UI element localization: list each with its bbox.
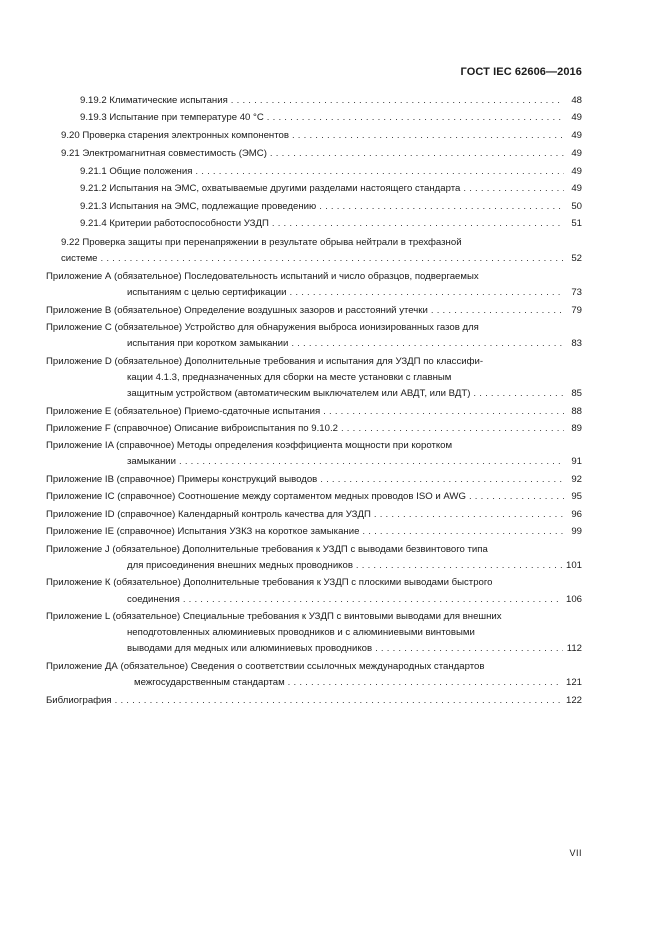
toc-entry-continuation[interactable] bbox=[127, 591, 582, 608]
toc-entry-first-line[interactable] bbox=[61, 234, 582, 251]
toc-entry-title: 9.21.1 Общие положения bbox=[80, 166, 193, 177]
toc-page-number: 101 bbox=[565, 560, 582, 571]
toc-entry-first-line[interactable] bbox=[46, 319, 582, 336]
page-number: VII bbox=[569, 848, 582, 858]
toc-page-number: 49 bbox=[571, 183, 582, 194]
toc-leader bbox=[341, 420, 564, 437]
toc-leader bbox=[374, 506, 564, 523]
toc-page-number: 122 bbox=[565, 695, 582, 706]
toc-entry-title: 9.19.3 Испытание при температуре 40 °С bbox=[80, 112, 264, 123]
toc-entry-title: Приложение ДА (обязательное) Сведения о соответствии ссылочных международных стандартов bbox=[46, 661, 485, 672]
toc-leader bbox=[362, 523, 564, 540]
toc-entry-continuation[interactable] bbox=[127, 335, 582, 352]
toc-entry[interactable] bbox=[80, 109, 582, 126]
toc-page-number: 96 bbox=[571, 509, 582, 520]
toc-leader bbox=[375, 640, 563, 657]
toc-entry-continuation[interactable] bbox=[127, 557, 582, 574]
toc-entry-title-continuation: испытания при коротком замыкании bbox=[127, 338, 289, 349]
toc-entry-continuation[interactable] bbox=[127, 369, 582, 386]
toc-entry-continuation[interactable] bbox=[127, 284, 582, 301]
toc-leader bbox=[323, 403, 564, 420]
toc-entry[interactable] bbox=[46, 692, 582, 709]
toc-entry-title: Приложение IC (справочное) Соотношение между сортаментом медных проводов ISO и AWG bbox=[46, 491, 466, 502]
toc-leader bbox=[291, 335, 564, 352]
toc-entry-title-continuation: для присоединения внешних медных проводников bbox=[127, 560, 353, 571]
toc-entry-title: 9.21 Электромагнитная совместимость (ЭМС) bbox=[61, 148, 267, 159]
toc-entry-title: Приложение В (обязательное) Определение воздушных зазоров и расстояний утечки bbox=[46, 305, 428, 316]
toc-entry-title: 9.20 Проверка старения электронных компонентов bbox=[61, 130, 289, 141]
toc-leader bbox=[290, 284, 564, 301]
toc-leader bbox=[195, 163, 564, 180]
toc-entry-first-line[interactable] bbox=[46, 353, 582, 370]
toc-leader bbox=[231, 92, 564, 109]
toc-entry-title: 9.22 Проверка защиты при перенапряжении в результате обрыва нейтрали в трехфазной bbox=[61, 237, 462, 248]
toc-leader bbox=[267, 109, 564, 126]
toc-page-number: 48 bbox=[571, 95, 582, 106]
toc-entry-title: Приложение С (обязательное) Устройство для обнаружения выброса ионизированных газов для bbox=[46, 322, 479, 333]
toc-entry[interactable] bbox=[46, 403, 582, 420]
toc-leader bbox=[288, 674, 562, 691]
toc-entry-title: 9.21.3 Испытания на ЭМС, подлежащие проведению bbox=[80, 201, 317, 212]
toc-entry[interactable] bbox=[61, 145, 582, 162]
toc-entry-title-continuation: замыкании bbox=[127, 456, 176, 467]
toc-entry[interactable] bbox=[80, 163, 582, 180]
toc-entry-title-continuation: кации 4.1.3, предназначенных для сборки на месте установки с главным bbox=[127, 372, 452, 383]
toc-entry-title-continuation: системе bbox=[61, 253, 98, 264]
toc-leader bbox=[431, 302, 564, 319]
toc-entry-title: Приложение D (обязательное) Дополнительные требования и испытания для УЗДП по классифи- bbox=[46, 356, 484, 367]
toc-page-number: 99 bbox=[571, 526, 582, 537]
toc-page-number: 106 bbox=[565, 594, 582, 605]
toc-leader bbox=[320, 471, 564, 488]
toc-page-number: 49 bbox=[571, 112, 582, 123]
toc-entry-title: 9.19.2 Климатические испытания bbox=[80, 95, 228, 106]
toc-leader bbox=[270, 145, 564, 162]
toc-entry[interactable] bbox=[46, 488, 582, 505]
toc-entry-continuation[interactable] bbox=[127, 385, 582, 402]
running-header: ГОСТ IEC 62606—2016 bbox=[460, 66, 582, 78]
toc-page-number: 121 bbox=[565, 677, 582, 688]
toc-leader bbox=[469, 488, 564, 505]
toc-entry[interactable] bbox=[80, 215, 582, 232]
toc-entry-first-line[interactable] bbox=[46, 268, 582, 285]
toc-leader bbox=[319, 198, 564, 215]
toc-entry[interactable] bbox=[46, 523, 582, 540]
toc-entry[interactable] bbox=[80, 92, 582, 109]
toc-leader bbox=[292, 127, 564, 144]
toc-entry-continuation[interactable] bbox=[127, 640, 582, 657]
toc-entry-continuation[interactable] bbox=[134, 674, 582, 691]
toc-entry-first-line[interactable] bbox=[46, 574, 582, 591]
toc-entry-title: Приложение IA (справочное) Методы определения коэффициента мощности при коротком bbox=[46, 440, 453, 451]
toc-entry-title-continuation: испытаниям с целью сертификации bbox=[127, 287, 287, 298]
toc-entry[interactable] bbox=[46, 506, 582, 523]
toc-entry[interactable] bbox=[46, 420, 582, 437]
toc-entry-title-continuation: защитным устройством (автоматическим выключателем или АВДТ, или ВДТ) bbox=[127, 388, 471, 399]
toc-page-number: 85 bbox=[571, 388, 582, 399]
toc-entry-first-line[interactable] bbox=[46, 658, 582, 675]
toc-page-number: 52 bbox=[571, 253, 582, 264]
toc-page-number: 92 bbox=[571, 474, 582, 485]
toc-leader bbox=[183, 591, 562, 608]
toc-entry-first-line[interactable] bbox=[46, 541, 582, 558]
toc-leader bbox=[101, 250, 564, 267]
toc-page-number: 51 bbox=[571, 218, 582, 229]
toc-page-number: 112 bbox=[566, 643, 582, 654]
toc-leader bbox=[356, 557, 562, 574]
toc-leader bbox=[179, 453, 564, 470]
toc-entry[interactable] bbox=[80, 198, 582, 215]
toc-page-number: 88 bbox=[571, 406, 582, 417]
toc-entry[interactable] bbox=[46, 471, 582, 488]
toc-entry-title-continuation: соединения bbox=[127, 594, 180, 605]
toc-entry-continuation[interactable] bbox=[127, 624, 582, 641]
toc-entry-title: Приложение L (обязательное) Специальные требования к УЗДП с винтовыми выводами для внешних bbox=[46, 611, 502, 622]
toc-entry-title: Приложение J (обязательное) Дополнительные требования к УЗДП с выводами безвинтового типа bbox=[46, 544, 488, 555]
toc-page-number: 49 bbox=[571, 166, 582, 177]
toc-page-number: 91 bbox=[571, 456, 582, 467]
toc-entry-title: Приложение Е (обязательное) Приемо-сдаточные испытания bbox=[46, 406, 321, 417]
toc-page-number: 50 bbox=[571, 201, 582, 212]
toc-entry[interactable] bbox=[61, 127, 582, 144]
toc-page-number: 83 bbox=[571, 338, 582, 349]
toc-page-number: 89 bbox=[571, 423, 582, 434]
toc-entry-title: Библиография bbox=[46, 695, 112, 706]
toc-page-number: 95 bbox=[571, 491, 582, 502]
toc-entry-title: 9.21.2 Испытания на ЭМС, охватываемые другими разделами настоящего стандарта bbox=[80, 183, 461, 194]
toc-entry-title-continuation: неподготовленных алюминиевых проводников и с алюминиевыми винтовыми bbox=[127, 627, 475, 638]
toc-page-number: 49 bbox=[571, 130, 582, 141]
toc-entry-continuation[interactable] bbox=[61, 250, 582, 267]
toc-page-number: 49 bbox=[571, 148, 582, 159]
toc-entry[interactable] bbox=[46, 302, 582, 319]
toc-page-number: 73 bbox=[571, 287, 582, 298]
toc-entry-title: Приложение ID (справочное) Календарный контроль качества для УЗДП bbox=[46, 509, 371, 520]
toc-entry-title: Приложение А (обязательное) Последовательность испытаний и число образцов, подвергаемых bbox=[46, 271, 479, 282]
toc-entry-title: Приложение F (справочное) Описание виброиспытания по 9.10.2 bbox=[46, 423, 338, 434]
toc-page-number: 79 bbox=[571, 305, 582, 316]
toc-leader bbox=[272, 215, 564, 232]
toc-entry-title: Приложение IB (справочное) Примеры конструкций выводов bbox=[46, 474, 318, 485]
toc-entry[interactable] bbox=[80, 180, 582, 197]
toc-entry-title: Приложение IE (справочное) Испытания УЗКЗ на короткое замыкание bbox=[46, 526, 360, 537]
toc-entry-title-continuation: выводами для медных или алюминиевых проводников bbox=[127, 643, 373, 654]
toc-entry-continuation[interactable] bbox=[127, 453, 582, 470]
toc-entry-first-line[interactable] bbox=[46, 437, 582, 454]
toc-entry-title: 9.21.4 Критерии работоспособности УЗДП bbox=[80, 218, 269, 229]
toc-entry-title-continuation: межгосударственным стандартам bbox=[134, 677, 285, 688]
toc-entry-first-line[interactable] bbox=[46, 608, 582, 625]
toc-entry-title: Приложение К (обязательное) Дополнительные требования к УЗДП с плоскими выводами быстрого bbox=[46, 577, 493, 588]
toc-leader bbox=[473, 385, 564, 402]
toc-leader bbox=[463, 180, 564, 197]
toc-leader bbox=[115, 692, 562, 709]
